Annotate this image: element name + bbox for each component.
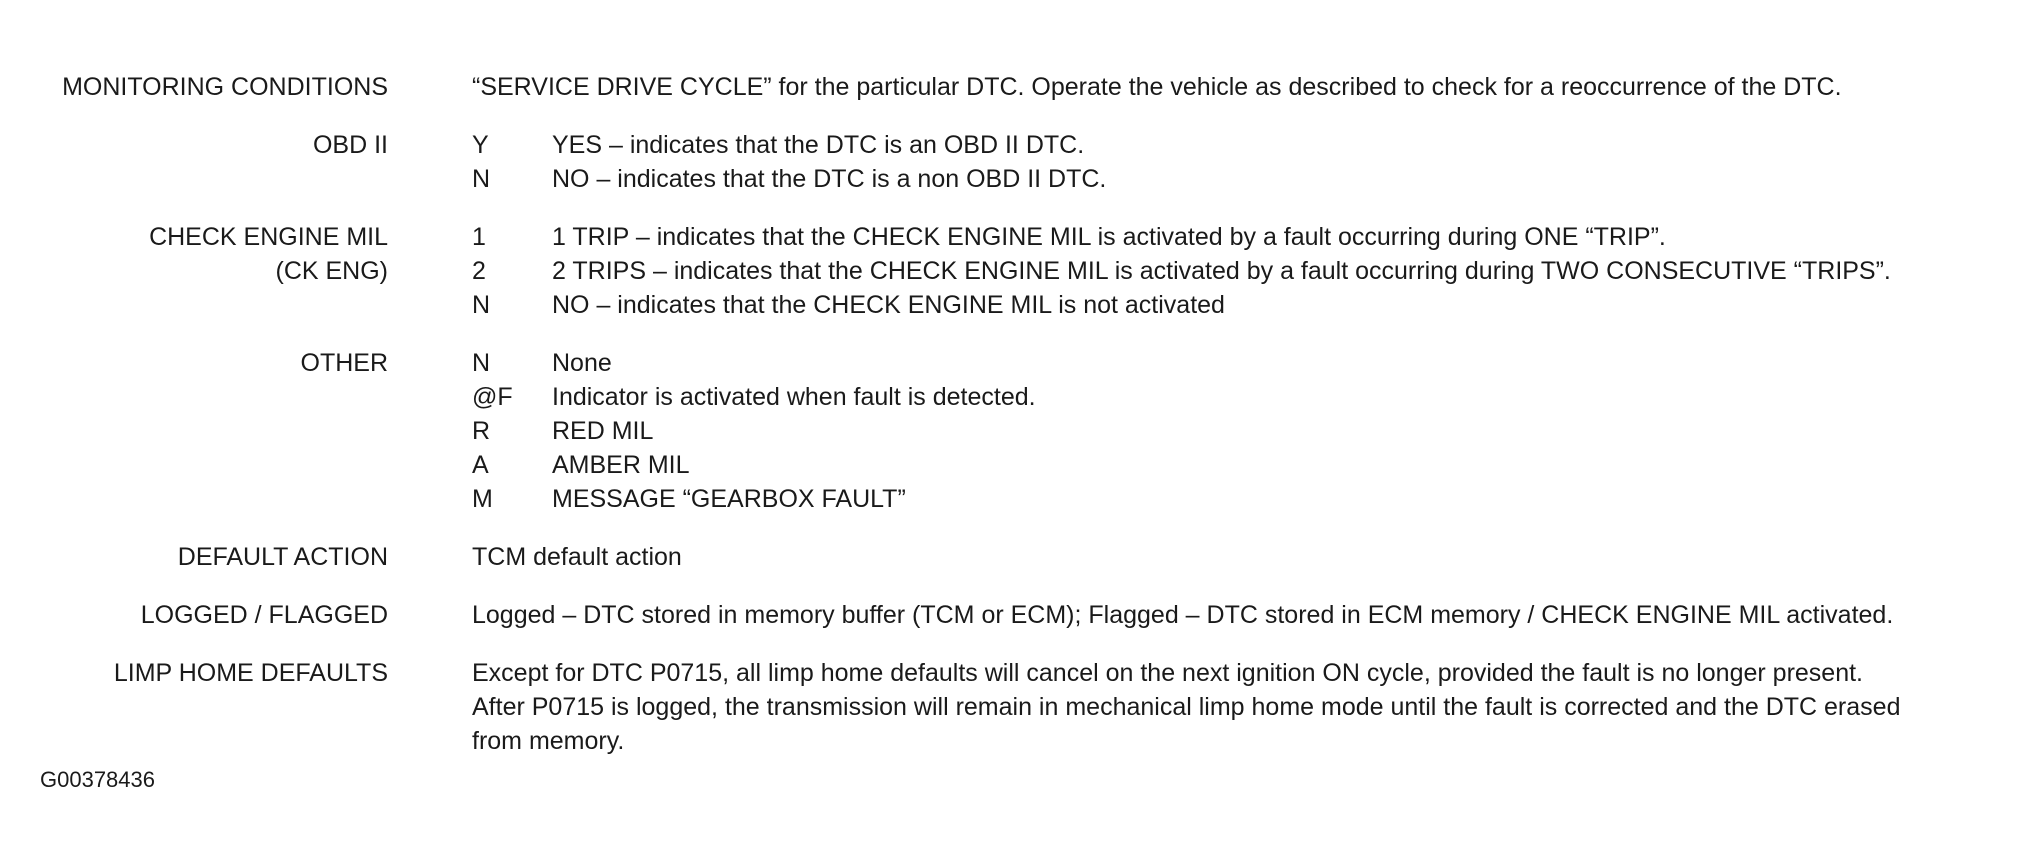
label-check-engine-mil [0,220,388,288]
figure-id: G00378436 [40,767,155,792]
row-check-engine-mil [0,220,2024,322]
code-description: RED MIL [552,417,654,445]
limp-home-line: Except for DTC P0715, all limp home defaults will cancel on the next ignition ON cycle, provided the fault is no longer present. [472,659,1863,687]
row-default-action [0,540,2024,574]
code-value: N [472,349,491,377]
limp-home-defaults-text [472,656,2024,758]
code-description: None [552,349,612,377]
code-description: MESSAGE “GEARBOX FAULT” [552,485,906,513]
code-description: 2 TRIPS – indicates that the CHECK ENGINE MIL is activated by a fault occurring during TWO CONSECUTIVE “TRIPS”. [552,257,1891,285]
row-limp-home-defaults [0,656,2024,758]
code-description: 1 TRIP – indicates that the CHECK ENGINE MIL is activated by a fault occurring during ONE “TRIP”. [552,223,1666,251]
limp-home-line: from memory. [472,727,625,755]
code-value: Y [472,131,489,159]
label-obd-ii: OBD II [312,131,388,159]
code-line [472,220,2024,254]
label-default-action: DEFAULT ACTION [177,543,388,571]
code-line [472,288,2024,322]
label-other: OTHER [300,349,388,377]
code-description: AMBER MIL [552,451,690,479]
code-value: A [472,451,489,479]
code-value: 2 [472,257,486,285]
code-line [472,128,2024,162]
label-monitoring-conditions: MONITORING CONDITIONS [62,73,388,101]
row-other [0,346,2024,516]
label-check-engine-line1: CHECK ENGINE MIL [149,223,388,251]
code-description: Indicator is activated when fault is detected. [552,383,1036,411]
code-line [472,254,2024,288]
label-logged-flagged: LOGGED / FLAGGED [140,601,388,629]
code-value: N [472,165,491,193]
code-line [472,162,2024,196]
logged-flagged-desc: Logged – DTC stored in memory buffer (TCM or ECM); Flagged – DTC stored in ECM memory / CHECK ENGINE MIL activated. [472,601,1894,629]
code-line [472,448,2024,482]
dtc-legend-table [0,70,2024,758]
limp-home-line: After P0715 is logged, the transmission will remain in mechanical limp home mode until the fault is corrected and the DTC erased [472,693,1901,721]
row-monitoring-conditions [0,70,2024,104]
code-line [472,414,2024,448]
label-check-engine-line2: (CK ENG) [275,257,388,285]
monitoring-conditions-desc: “SERVICE DRIVE CYCLE” for the particular DTC. Operate the vehicle as described to check for a reoccurrence of the DTC. [472,73,1842,101]
code-line [472,346,2024,380]
code-description: NO – indicates that the CHECK ENGINE MIL is not activated [552,291,1225,319]
code-value: R [472,417,491,445]
monitoring-conditions-text [472,70,2024,104]
check-engine-codes [472,220,2024,322]
code-description: YES – indicates that the DTC is an OBD II DTC. [552,131,1085,159]
code-value: N [472,291,491,319]
default-action-text [472,540,2024,574]
code-line [472,482,2024,516]
code-value: 1 [472,223,486,251]
code-value: M [472,485,493,513]
row-logged-flagged [0,598,2024,632]
label-limp-home-defaults: LIMP HOME DEFAULTS [113,659,388,687]
obd-ii-codes [472,128,2024,196]
code-value: @F [472,383,513,411]
row-obd-ii [0,128,2024,196]
other-codes [472,346,2024,516]
logged-flagged-text [472,598,2024,632]
code-description: NO – indicates that the DTC is a non OBD II DTC. [552,165,1107,193]
code-line [472,380,2024,414]
default-action-desc: TCM default action [472,543,682,571]
